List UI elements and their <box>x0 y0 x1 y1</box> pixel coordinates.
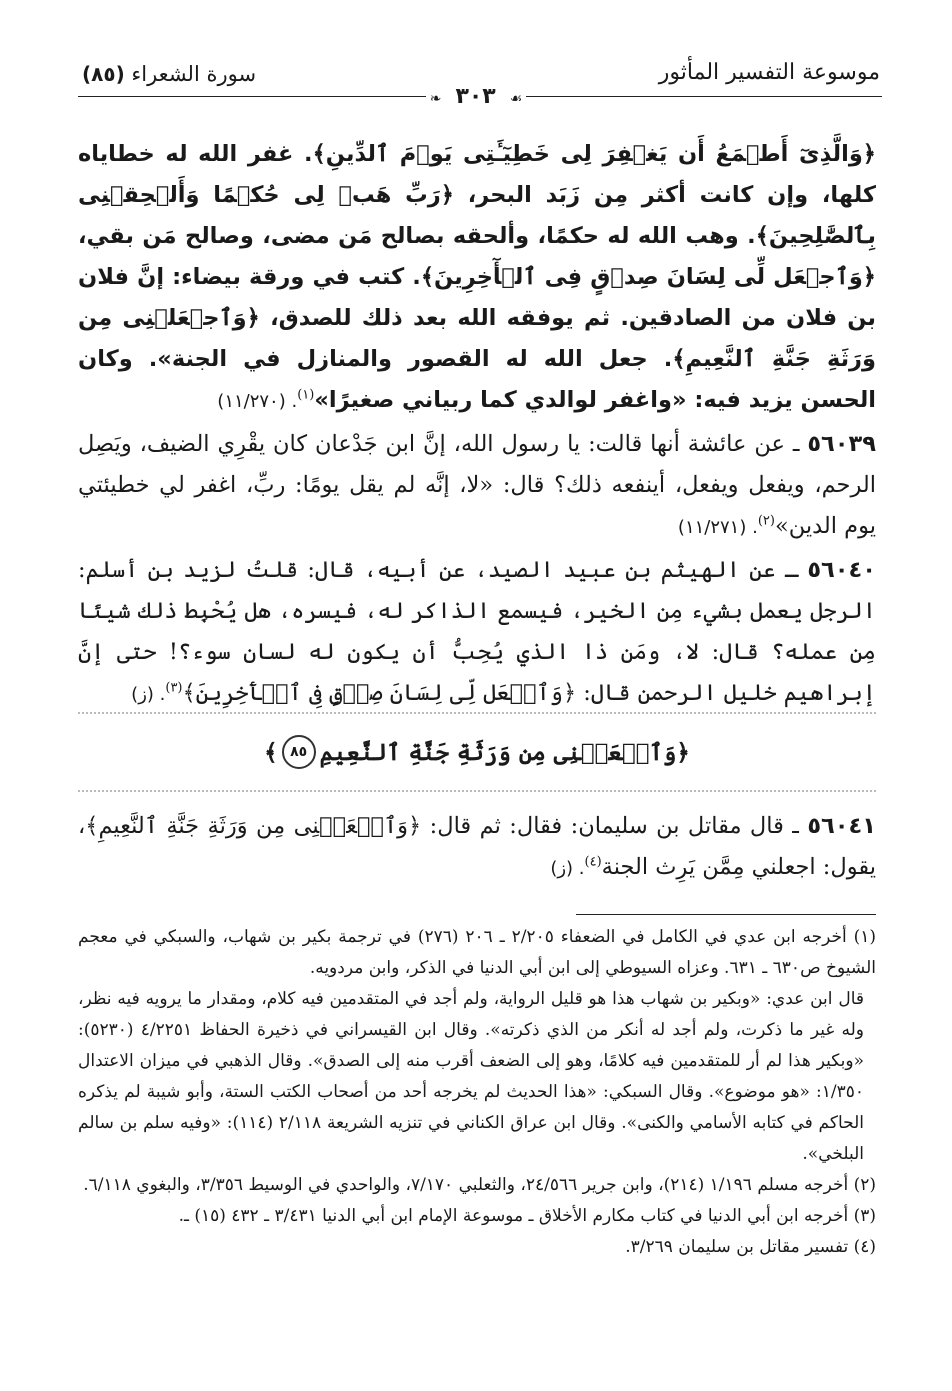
ayah-ref: (٨٥) <box>82 62 125 86</box>
ayah-text: ﴿وَٱجۡعَلۡنِى مِن وَرَثَةِ جَنَّةِ ٱلنَّعِيمِ <box>319 738 690 766</box>
footnote: (٤) تفسير مقاتل بن سليمان ٣/٢٦٩. <box>625 1237 876 1257</box>
paragraph-text: ـ قال مقاتل بن سليمان: فقال: ثم قال: ﴿وَٱجۡعَلۡنِى مِن وَرَثَةِ جَنَّةِ ٱلنَّعِيمِ﴾، يقول: اجعلني مِمَّن يَرِث الجنة <box>78 813 876 880</box>
footnote: (٣) أخرجه ابن أبي الدنيا في كتاب مكارم الأخلاق ـ موسوعة الإمام ابن أبي الدنيا ٣/٤٣١ ـ ٤٣٢ (١٥) ـ. <box>178 1206 876 1226</box>
book-title: موسوعة التفسير المأثور <box>658 60 880 85</box>
hadith-number: ٥٦٠٣٩ <box>807 431 876 457</box>
footnote-marker: (٢) <box>757 513 775 529</box>
ornament-left-icon: ❧ <box>426 91 446 107</box>
volume-ref: . (ز) <box>131 684 166 705</box>
footnote-marker: (٤) <box>584 854 602 870</box>
footnotes <box>78 922 876 1263</box>
ayah-close-bracket: ﴾ <box>264 738 278 766</box>
hadith-number: ٥٦٠٤١ <box>807 813 876 839</box>
footnote: (١) أخرجه ابن عدي في الكامل في الضعفاء ٢/٢٠٥ ـ ٢٠٦ (٢٧٦) في ترجمة بكير بن شهاب، والسبكي في معجم الشيوخ ص٦٣٠ ـ ٦٣١. وعزاه السيوطي إلى ابن أبي الدنيا في الذكر، وابن مردويه. <box>78 927 876 978</box>
footnote-marker: (١) <box>297 387 315 403</box>
paragraph-text: ﴿وَالَّذِىٓ أَطۡمَعُ أَن يَغۡفِرَ لِى خَطِيٓـَٔتِى يَوۡمَ ٱلدِّينِ﴾. غفر الله له خطاياه كلها، وإن كانت أكثر مِن زَبَد البحر، ﴿رَبِّ هَبۡ لِى حُكۡمًا وَأَلۡحِقۡنِى بِٱلصَّٰلِحِينَ﴾. وهب الله له حكمًا، وألحقه بصالح مَن مضى، وصالح مَن بقي، ﴿وَٱجۡعَل لِّى لِسَانَ صِدۡقٍ فِى ٱلۡأٓخِرِينَ﴾. كتب في ورقة بيضاء: إنَّ فلان بن فلان من الصادقين. ثم يوفقه الله بعد ذلك للصدق، ﴿وَٱجۡعَلۡنِى مِن وَرَثَةِ جَنَّةِ ٱلنَّعِيمِ﴾. جعل الله له القصور والمنازل في الجنة». وكان الحسن يزيد فيه: «واغفر لوالدي كما ربياني صغيرًا» <box>78 141 876 413</box>
ornament-right-icon: ☙ <box>506 91 527 107</box>
footnote-rule <box>576 914 876 915</box>
paragraph <box>78 806 876 889</box>
footnote-marker: (٣) <box>165 680 183 696</box>
volume-ref: . (ز) <box>550 858 585 879</box>
page-number: ٣٠٣ <box>445 84 505 109</box>
paragraph-text: ـ عن الهيثم بن عبيد الصيد، عن أبيه، قال: قلتُ لزيد بن أسلم: الرجل يعمل بشيء مِن الخير، فيسمع الذاكر له، فيسره، هل يُحْبِط ذلك شيئًا مِن عمله؟ قال: لا، ومَن ذا الذي يُحِبُّ أن يكون له لسان سوء؟! حتى إنَّ إبراهيم خليل الرحمن قال: ﴿وَٱجۡعَل لِّى لِسَانَ صِدۡقٍ فِى ٱلۡأٓخِرِينَ﴾ <box>78 557 876 706</box>
volume-ref: . (١١/٢٧١) <box>677 517 758 538</box>
ayah-number-icon: ٨٥ <box>282 735 316 769</box>
footnote: (٢) أخرجه مسلم ١/١٩٦ (٢١٤)، وابن جرير ٢٤/٥٦٦، والثعلبي ٧/١٧٠، والواحدي في الوسيط ٣/٣٥٦، والبغوي ٦/١١٨. <box>83 1175 876 1195</box>
paragraph <box>78 424 876 548</box>
footnote-comment: قال ابن عدي: «وبكير بن شهاب هذا هو قليل الرواية، ولم أجد في المتقدمين فيه كلام، ومقدار ما يرويه فيه نظر، وله غير ما ذكرت، ولم أجد له أنكر من الذي ذكرته». وقال ابن القيسراني في ذخيرة الحفاظ ٤/٢٢٥١ (٥٢٣٠): «وبكير هذا لم أر للمتقدمين فيه كلامًا، وهو إلى الضعف أقرب منه إلى الصدق». وقال الذهبي في ميزان الاعتدال ١/٣٥٠: «هو موضوع». وقال السبكي: «هذا الحديث لم يخرجه أحد من أصحاب الكتب الستة، وأبو شيبة لم يذكره الحاكم في كتابه الأسامي والكنى». وقال ابن عراق الكناني في تنزيه الشريعة ٢/١١٨ (١١٤): «وفيه سلم بن سالم البلخي». <box>78 989 864 1164</box>
hadith-number: ٥٦٠٤٠ <box>807 557 876 583</box>
paragraph-text: ـ عن عائشة أنها قالت: يا رسول الله، إنَّ ابن جَدْعان كان يقْرِي الضيف، ويَصِل الرحم، ويفعل ويفعل، أينفعه ذلك؟ قال: «لا، إنَّه لم يقل يومًا: ربِّ، اغفر لي خطيئتي يوم الدين» <box>78 431 876 539</box>
running-head <box>82 62 256 86</box>
paragraph <box>78 550 876 715</box>
paragraph <box>78 134 876 422</box>
main-text <box>78 134 876 715</box>
main-text-continued <box>78 806 876 889</box>
volume-ref: . (١١/٢٧٠) <box>217 391 298 412</box>
page-number-box <box>0 84 952 109</box>
surah-label: سورة الشعراء <box>131 62 257 86</box>
ayah-banner <box>78 712 876 792</box>
